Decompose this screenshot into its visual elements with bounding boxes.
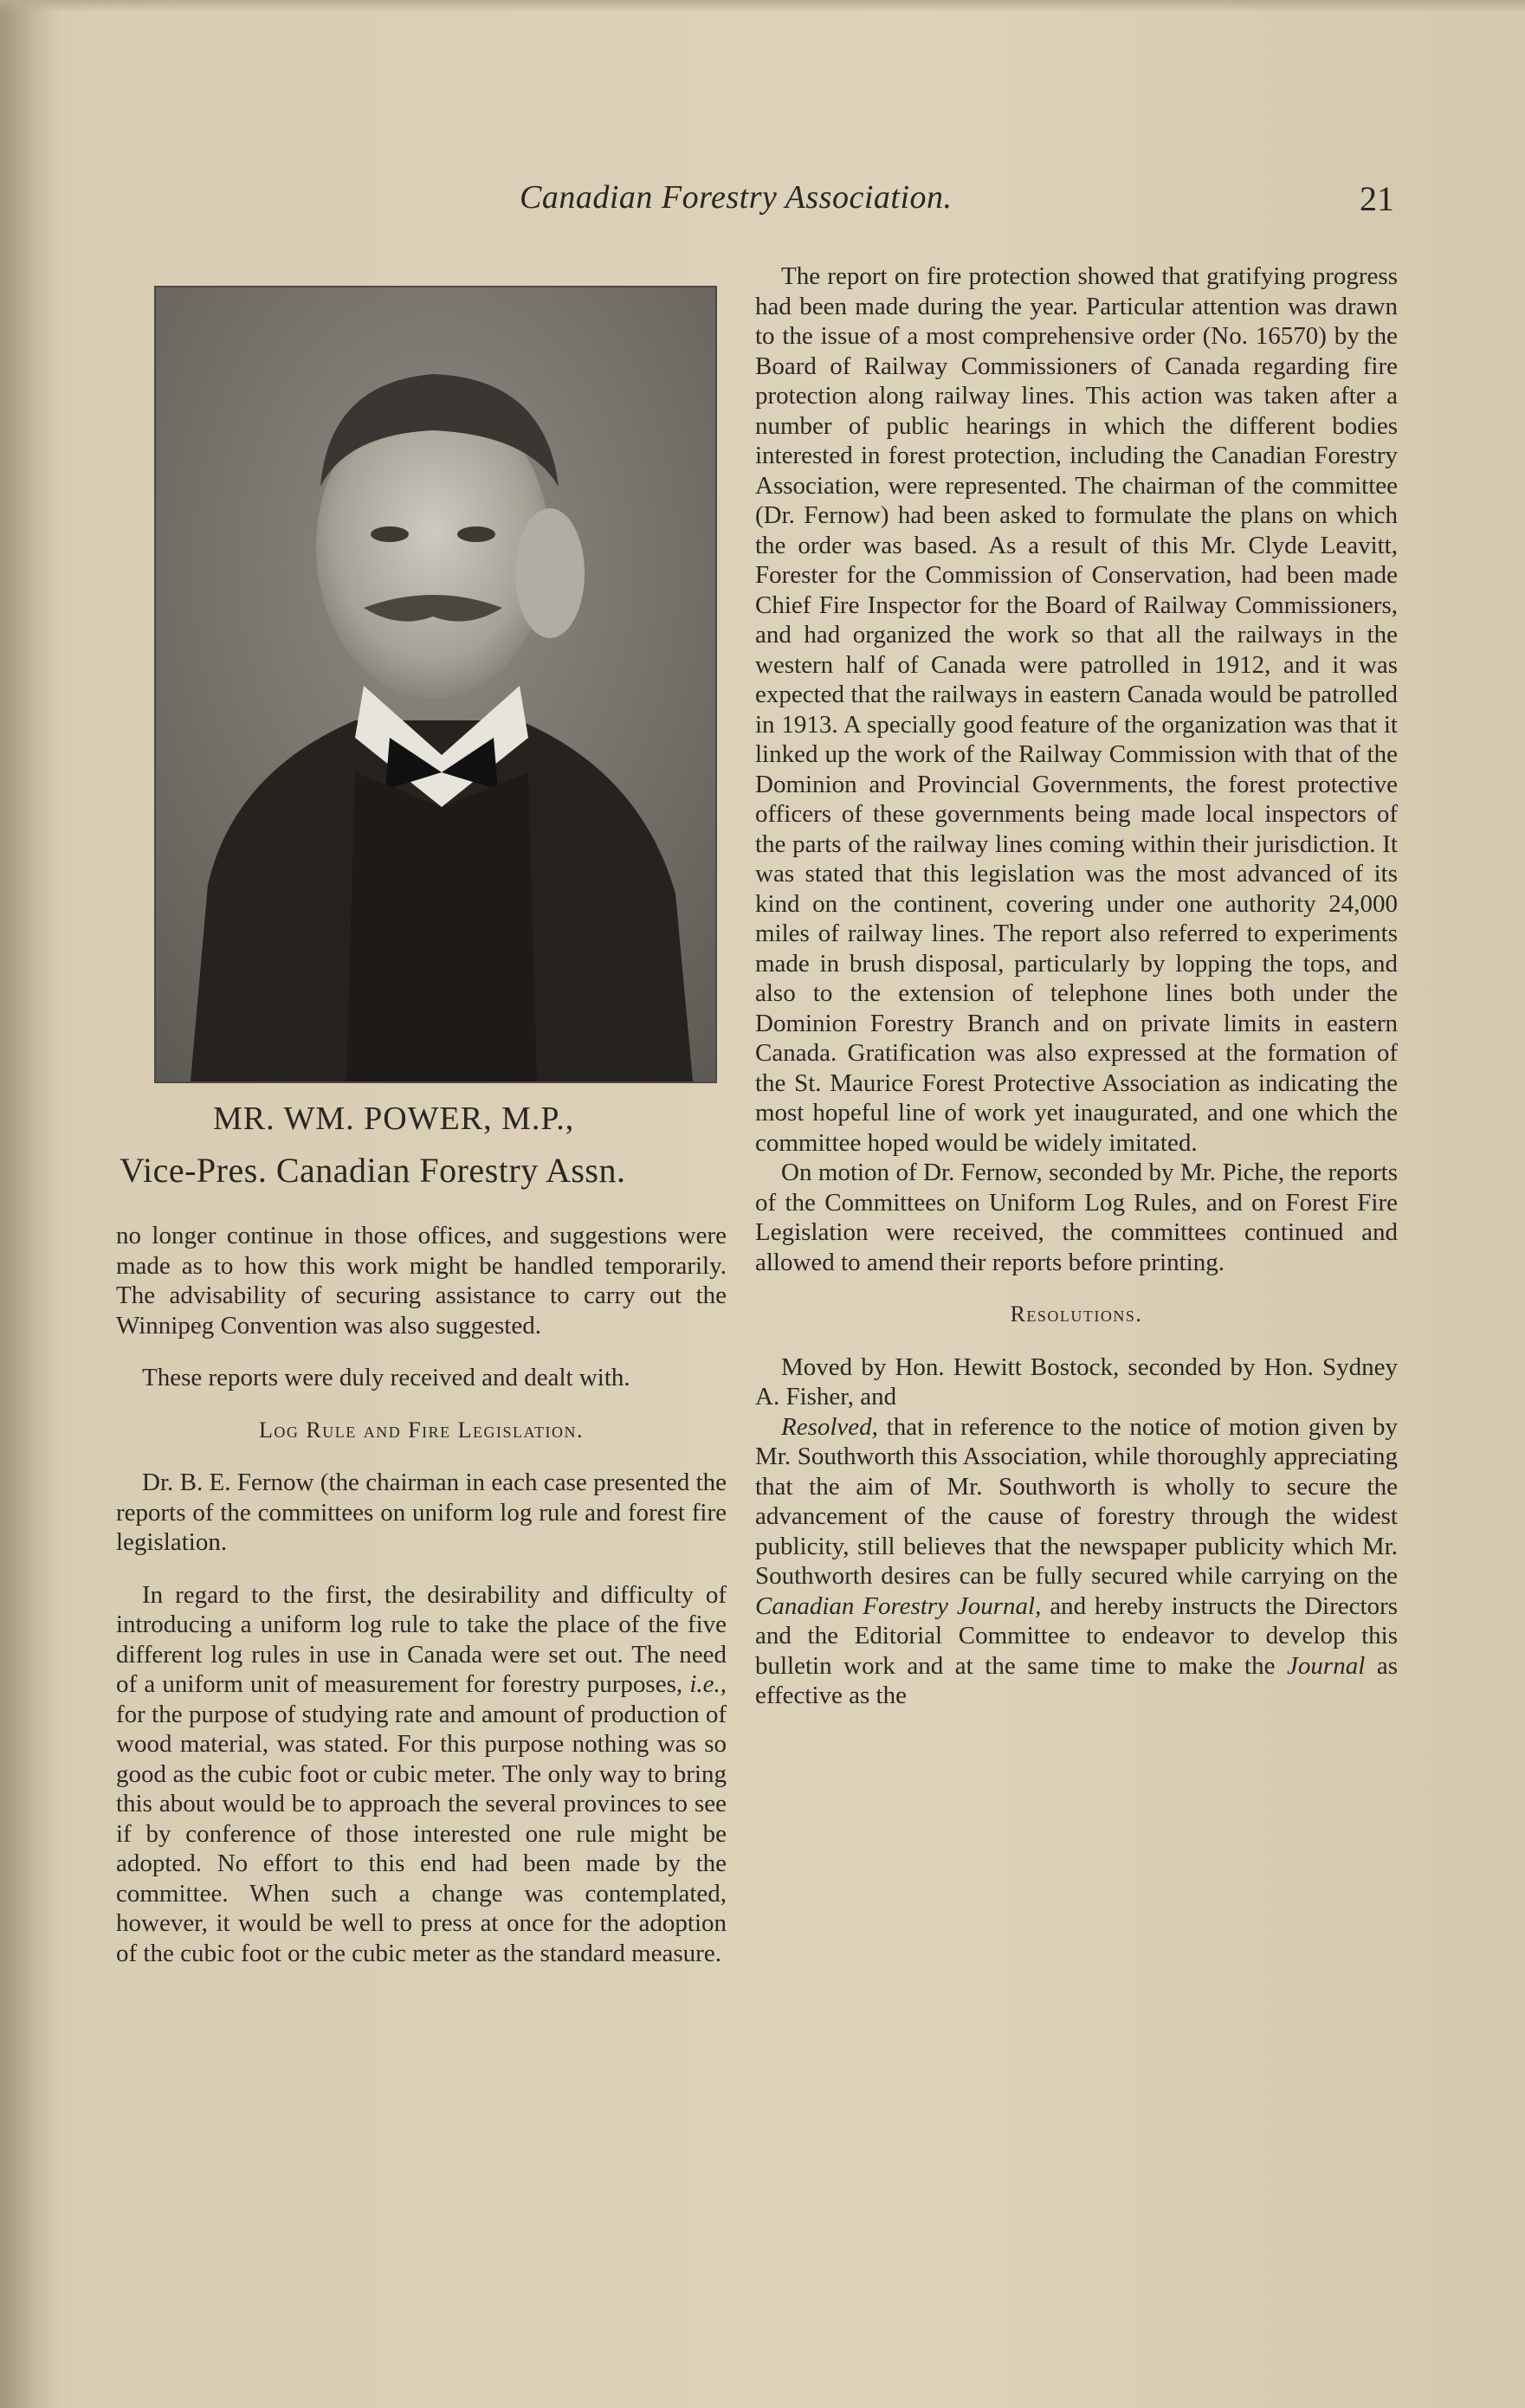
portrait-photo bbox=[154, 286, 717, 1083]
left-paragraph-4-text-b: for the purpose of studying rate and amount of production of wood material, was stated. For this purpose nothing was so good as the cubic foot or cubic meter. The only way to bring this about would be to approach the several provinces to see if by conference of those interested one rule might be adopted. No effort to this end had been made by the committee. When such a change was contemplated, however, it would be well to press at once for the adoption of the cubic foot or the cubic meter as the standard measure. bbox=[116, 1700, 727, 1967]
left-column bbox=[116, 1221, 727, 1968]
left-paragraph-4-text-a: In regard to the first, the desirability and difficulty of introducing a uniform log rule to take the place of the five different log rules in use in Canada were set out. The need of a uniform unit of measurement for forestry purposes, bbox=[116, 1580, 727, 1698]
left-paragraph-4 bbox=[116, 1580, 727, 1969]
right-column bbox=[755, 261, 1398, 1711]
journal-title-emphasis: Canadian Forestry Journal, bbox=[755, 1591, 1042, 1620]
top-edge bbox=[0, 0, 1525, 12]
left-paragraph-1: no longer continue in those offices, and suggestions were made as to how this work might be handled temporarily. The advisability of securing assistance to carry out the Winnipeg Convention was also suggested. bbox=[116, 1222, 727, 1340]
binding-shadow bbox=[0, 0, 61, 2408]
right-paragraph-4-text-c: as effective as the bbox=[755, 1651, 1399, 1709]
portrait-caption-name: MR. WM. POWER, M.P., bbox=[213, 1101, 575, 1137]
right-paragraph-4-text-b: and hereby instructs the Directors and the Editorial Committee to endeavor to develop this bulletin work and at the same time to make the bbox=[755, 1591, 1399, 1680]
running-header-title: Canadian Forestry Association. bbox=[520, 179, 953, 216]
left-paragraph-3: Dr. B. E. Fernow (the chairman in each case presented the reports of the committees on uniform log rule and forest fire legislation. bbox=[116, 1469, 727, 1556]
page-number: 21 bbox=[1360, 179, 1394, 218]
left-paragraph-2: These reports were duly received and dealt with. bbox=[142, 1364, 630, 1391]
right-paragraph-1: The report on fire protection showed that gratifying progress had been made during the year. Particular attention was drawn to the issue of a most comprehensive order (No. 16570) by the Board of Railway Commissioners of Canada regarding fire protection along railway lines. This action was taken after a number of public hearings in which the different bodies interested in forest protection, including the Canadian Forestry Association, were represented. The chairman of the committee (Dr. Fernow) had been asked to formulate the plans on which the order was based. As a result of this Mr. Clyde Leavitt, Forester for the Commission of Conservation, had been made Chief Fire Inspector for the Board of Railway Commissioners, and had organized the work so that all the railways in the western half of Canada were patrolled in 1912, and it was expected that the railways in eastern Canada would be patrolled in 1913. A specially good feature of the organization was that it linked up the work of the Railway Commission with that of the Dominion and Provincial Governments, the forest protective officers of these governments being made local inspectors of the parts of the railway lines coming within their jurisdiction. It was stated that this legislation was the most advanced of its kind on the continent, covering under one authority 24,000 miles of railway lines. The report also referred to experiments made in brush disposal, particularly by lopping the tops, and also to the extension of telephone lines both under the Dominion Forestry Branch and on private limits in eastern Canada. Gratification was also expressed at the formation of the St. Maurice Forest Protective Association as indicating the most hopeful line of work yet inaugurated, and one which the committee hoped would be widely imitated. bbox=[755, 262, 1398, 1157]
section-heading-log-rule: Log Rule and Fire Legislation. bbox=[258, 1417, 585, 1443]
resolved-emphasis: Resolved, bbox=[781, 1412, 878, 1441]
portrait-caption-title: Vice-Pres. Canadian Forestry Assn. bbox=[120, 1151, 626, 1190]
right-paragraph-4 bbox=[755, 1412, 1398, 1711]
section-heading-resolutions: Resolutions. bbox=[1010, 1301, 1143, 1327]
right-paragraph-2: On motion of Dr. Fernow, seconded by Mr. Piche, the reports of the Committees on Uniform Log Rules, and on Forest Fire Legislation were received, the committees continued and allowed to amend their reports before printing. bbox=[755, 1159, 1398, 1276]
left-paragraph-4-emphasis: i.e., bbox=[689, 1670, 727, 1698]
right-paragraph-3: Moved by Hon. Hewitt Bostock, seconded by Hon. Sydney A. Fisher, and bbox=[755, 1352, 1398, 1411]
journal-emphasis: Journal bbox=[1287, 1651, 1366, 1680]
right-paragraph-4-text-a: that in reference to the notice of motion given by Mr. Southworth this Association, while thoroughly appreciating that the aim of Mr. Southworth is wholly to secure the advancement of the cause of forestry through the widest publicity, still believes that the newspaper publicity which Mr. Southworth desires can be fully secured while carrying on the bbox=[755, 1412, 1398, 1590]
